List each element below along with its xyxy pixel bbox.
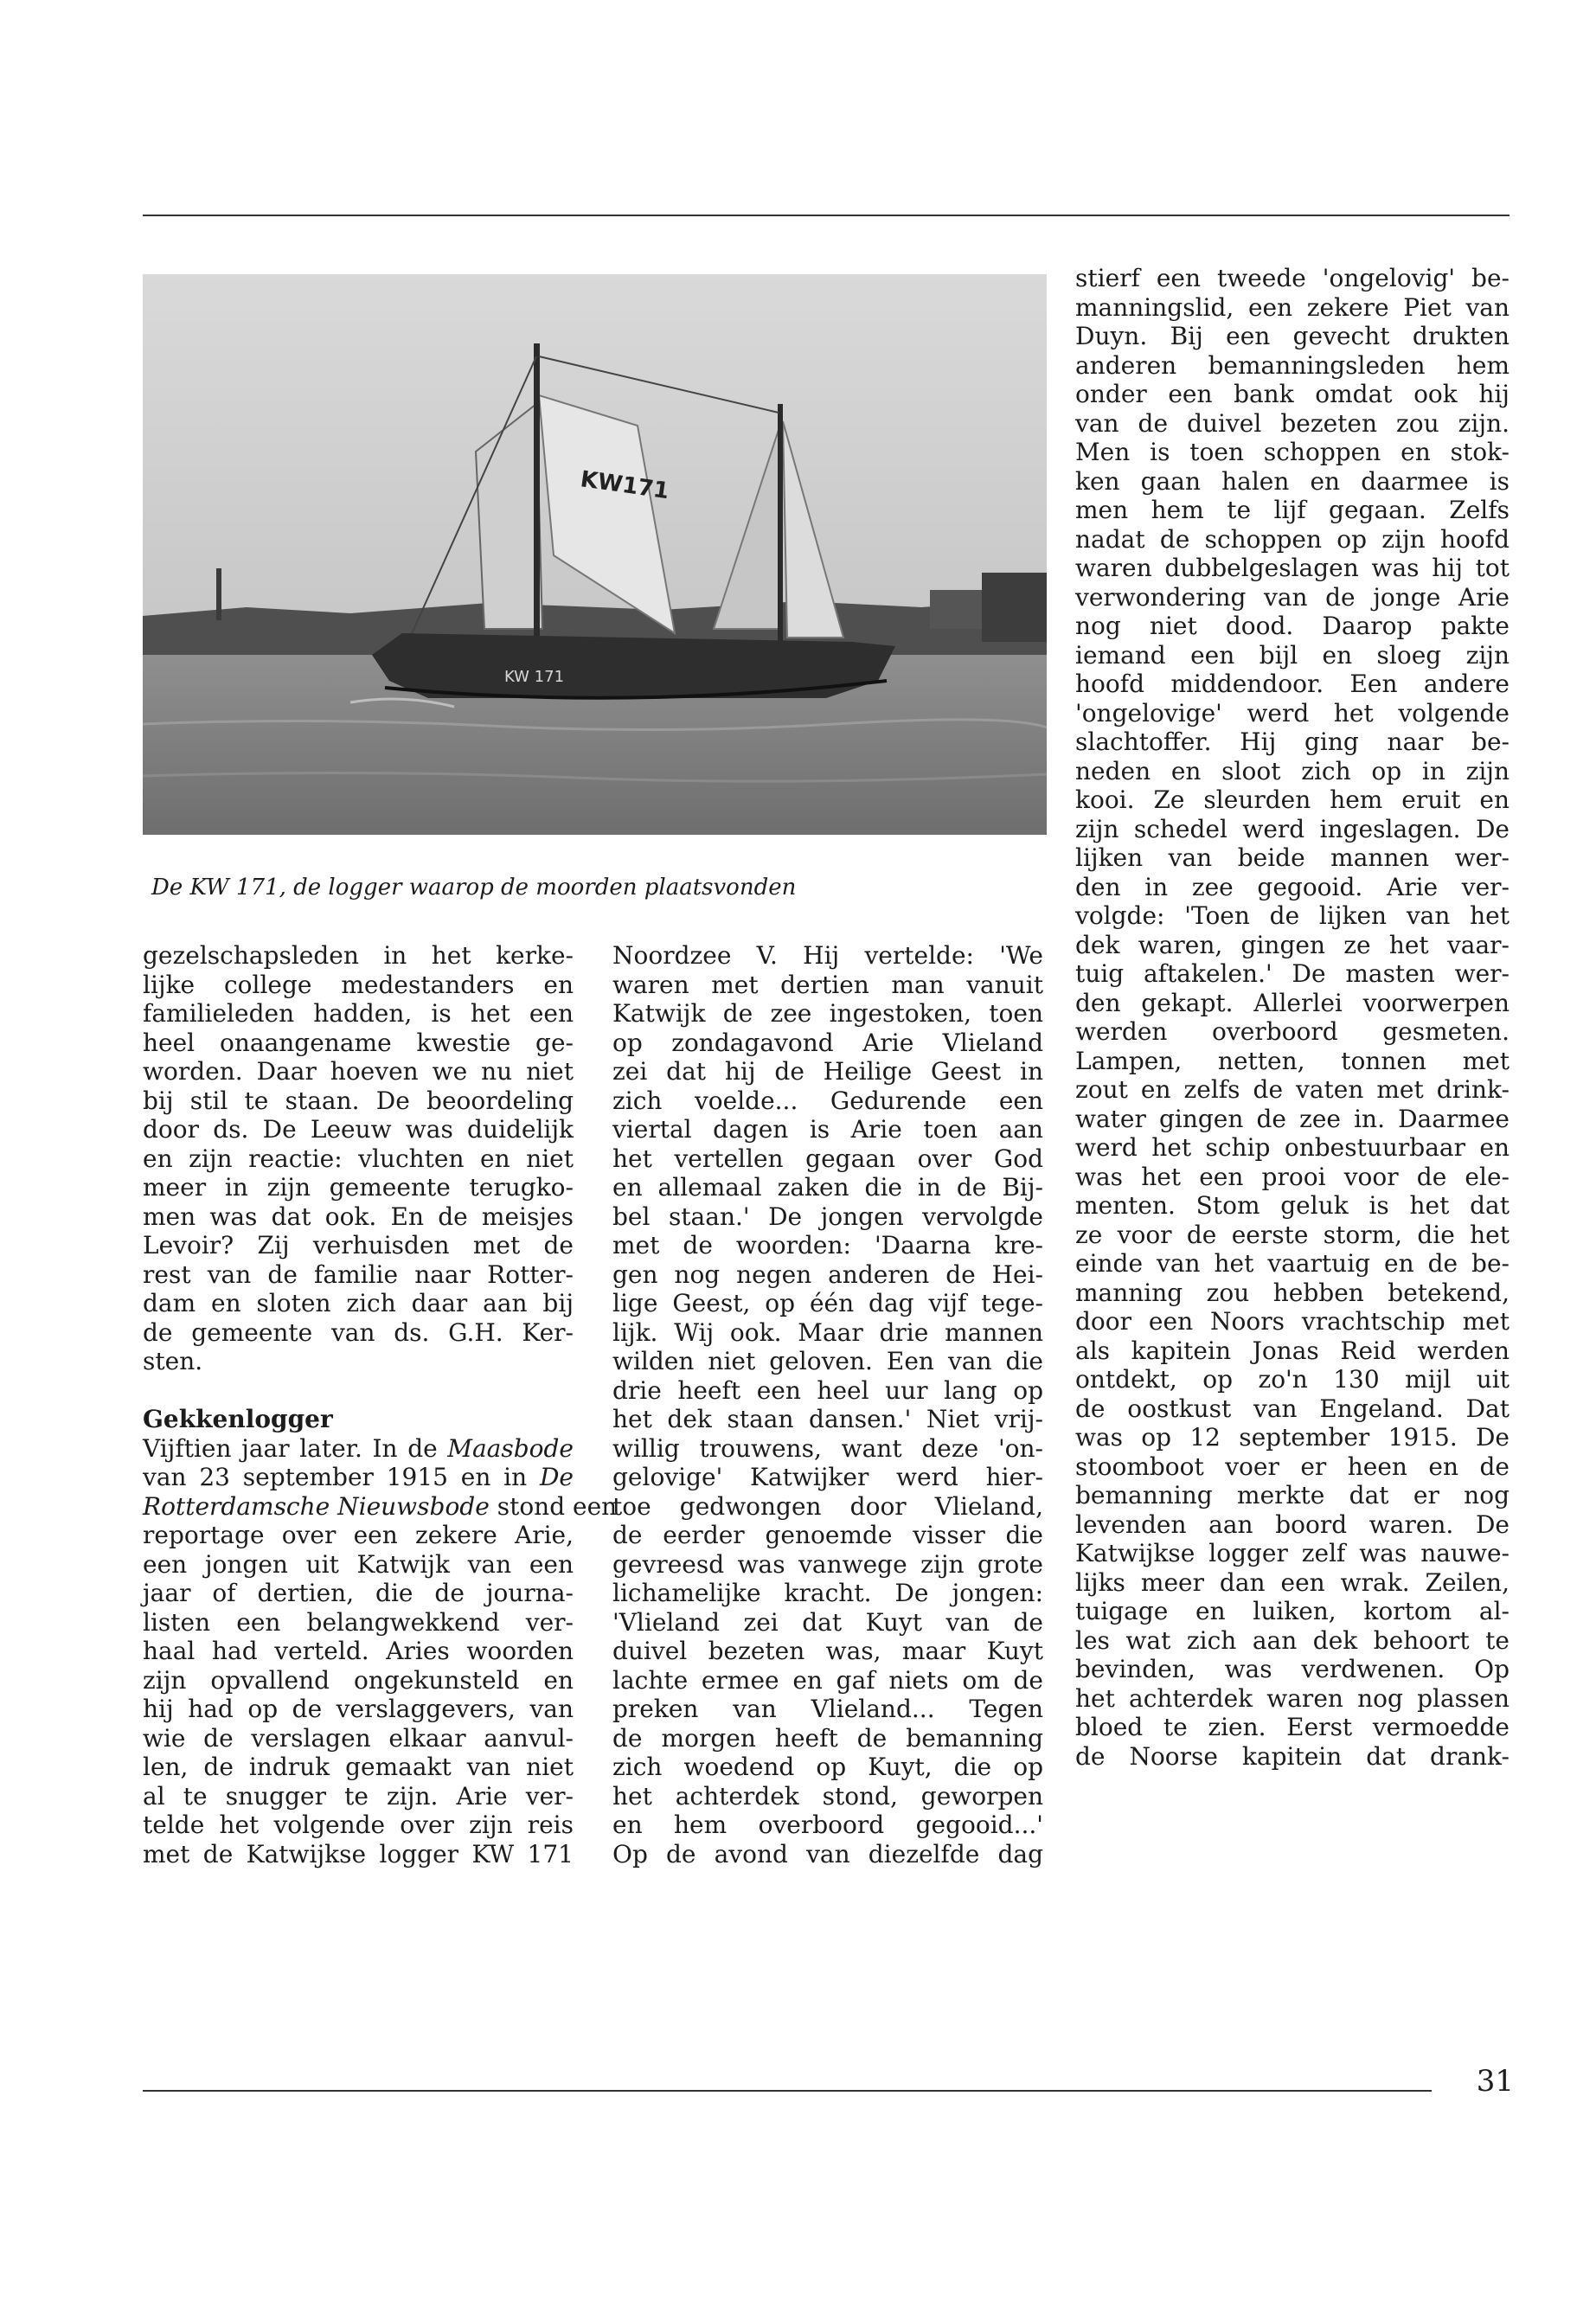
text-line: zei dat hij de Heilige Geest in (612, 1057, 1043, 1086)
text-line: lijke college medestanders en (143, 970, 574, 999)
text-line: heel onaangename kwestie ge- (143, 1028, 574, 1057)
text-line: stierf een tweede 'ongelovig' be- (1075, 264, 1509, 292)
text-line: men was dat ook. En de meisjes (143, 1202, 574, 1231)
text-line: ontdekt, op zo'n 130 mijl uit (1075, 1365, 1509, 1394)
text-line: den gekapt. Allerlei voorwerpen (1075, 988, 1509, 1017)
text-line: gevreesd was vanwege zijn grote (612, 1549, 1043, 1579)
text-line: nog niet dood. Daarop pakte (1075, 612, 1509, 640)
text-line: op zondagavond Arie Vlieland (612, 1028, 1043, 1057)
text-line: de oostkust van Engeland. Dat (1075, 1394, 1509, 1423)
hull-marking: KW171 (579, 466, 671, 505)
text-line: bloed te zien. Eerst vermoedde (1075, 1713, 1509, 1741)
text-line: de eerder genoemde visser die (612, 1521, 1043, 1549)
text-line: lichamelijke kracht. De jongen: (612, 1579, 1043, 1607)
text-line: viertal dagen is Arie toen aan (612, 1115, 1043, 1144)
text-line: hoofd middendoor. Een andere (1075, 670, 1509, 698)
text-line: bevinden, was verdwenen. Op (1075, 1655, 1509, 1683)
text-line: Duyn. Bij een gevecht drukten (1075, 322, 1509, 350)
text-line: haal had verteld. Aries woorden (143, 1637, 574, 1665)
text-line: wie de verslagen elkaar aanvul- (143, 1723, 574, 1753)
text-line: familieleden hadden, is het een (143, 999, 574, 1028)
text-line: van 23 september 1915 en in De (143, 1463, 574, 1491)
text-line: worden. Daar hoeven we nu niet (143, 1057, 574, 1086)
text-line: Lampen, netten, tonnen met (1075, 1046, 1509, 1075)
text-line: Levoir? Zij verhuisden met de (143, 1231, 574, 1259)
text-line: Noordzee V. Hij vertelde: 'We (612, 941, 1043, 970)
text-line: levenden aan boord waren. De (1075, 1509, 1509, 1539)
text-line: hij had op de verslaggevers, van (143, 1695, 574, 1723)
text-line: en zijn reactie: vluchten en niet (143, 1144, 574, 1173)
text-line: zijn opvallend ongekunsteld en (143, 1665, 574, 1695)
text-line: bel staan.' De jongen vervolgde (612, 1202, 1043, 1231)
text-line: nadat de schoppen op zijn hoofd (1075, 524, 1509, 554)
text-line: waren dubbelgeslagen was hij tot (1075, 554, 1509, 582)
column-3 (1075, 264, 1509, 1771)
text-line: kooi. Ze sleurden hem eruit en (1075, 785, 1509, 814)
text-line: met de woorden: 'Daarna kre- (612, 1231, 1043, 1259)
ship-photo (143, 274, 1047, 835)
col1b-paragraph (143, 1433, 618, 1869)
text-line: menten. Stom geluk is het dat (1075, 1191, 1509, 1220)
text-line: anderen bemanningsleden hem (1075, 350, 1509, 380)
text-line: ken gaan halen en daarmee is (1075, 466, 1509, 496)
text-line: rest van de familie naar Rotter- (143, 1259, 574, 1289)
text-line: als kapitein Jonas Reid werden (1075, 1336, 1509, 1365)
text-line: Op de avond van diezelfde dag (612, 1839, 1043, 1868)
text-line: ze voor de eerste storm, die het (1075, 1220, 1509, 1249)
footer-rule (143, 2090, 1432, 2092)
text-line: het vertellen gegaan over God (612, 1144, 1043, 1173)
text-line: Katwijk de zee ingestoken, toen (612, 999, 1043, 1028)
text-line: willig trouwens, want deze 'on- (612, 1433, 1043, 1463)
text-line: slachtoffer. Hij ging naar be- (1075, 727, 1509, 756)
text-line: dam en sloten zich daar aan bij (143, 1289, 574, 1317)
text-line: zout en zelfs de vaten met drink- (1075, 1075, 1509, 1104)
text-line: tuig aftakelen.' De masten wer- (1075, 959, 1509, 988)
text-line: bemanning merkte dat er nog (1075, 1481, 1509, 1509)
text-line: Vijftien jaar later. In de Maasbode (143, 1433, 574, 1463)
text-line: stoomboot voer er heen en de (1075, 1452, 1509, 1481)
text-line: tuigage en luiken, kortom al- (1075, 1597, 1509, 1625)
column-1 (143, 941, 618, 1868)
col3-paragraph (1075, 264, 1509, 1771)
text-line: het achterdek stond, geworpen (612, 1781, 1043, 1811)
text-line: met de Katwijkse logger KW 171 (143, 1839, 574, 1868)
text-line: zich voelde... Gedurende een (612, 1086, 1043, 1115)
text-line: Katwijkse logger zelf was nauwe- (1075, 1539, 1509, 1567)
text-line: jaar of dertien, die de journa- (143, 1579, 574, 1607)
text-line: preken van Vlieland... Tegen (612, 1695, 1043, 1723)
text-line: lijk. Wij ook. Maar drie mannen (612, 1317, 1043, 1347)
text-line: gelovige' Katwijker werd hier- (612, 1463, 1043, 1491)
text-line: gen nog negen anderen de Hei- (612, 1259, 1043, 1289)
text-line: men hem te lijf gegaan. Zelfs (1075, 496, 1509, 524)
text-line: toe gedwongen door Vlieland, (612, 1491, 1043, 1521)
text-line: en allemaal zaken die in de Bij- (612, 1173, 1043, 1202)
text-line: was op 12 september 1915. De (1075, 1423, 1509, 1452)
text-line: drie heeft een heel uur lang op (612, 1375, 1043, 1405)
text-line: manningslid, een zekere Piet van (1075, 292, 1509, 322)
text-line: het dek staan dansen.' Niet vrij- (612, 1405, 1043, 1433)
text-line: zich woedend op Kuyt, die op (612, 1753, 1043, 1781)
text-line: zijn schedel werd ingeslagen. De (1075, 814, 1509, 843)
text-line: de gemeente van ds. G.H. Ker- (143, 1317, 574, 1347)
text-line: lachte ermee en gaf niets om de (612, 1665, 1043, 1695)
text-line: telde het volgende over zijn reis (143, 1811, 574, 1839)
text-line: een jongen uit Katwijk van een (143, 1549, 574, 1579)
text-line: door ds. De Leeuw was duidelijk (143, 1115, 574, 1144)
text-line: lijken van beide mannen wer- (1075, 843, 1509, 872)
text-line: dek waren, gingen ze het vaar- (1075, 930, 1509, 959)
col2-paragraph (612, 941, 1043, 1868)
text-line: meer in zijn gemeente terugko- (143, 1173, 574, 1202)
text-line: les wat zich aan dek behoort te (1075, 1625, 1509, 1655)
text-line: van de duivel bezeten zou zijn. (1075, 408, 1509, 438)
text-line: 'Vlieland zei dat Kuyt van de (612, 1607, 1043, 1637)
text-line: waren met dertien man vanuit (612, 970, 1043, 999)
page-number: 31 (1476, 2064, 1514, 2099)
text-line: onder een bank omdat ook hij (1075, 380, 1509, 408)
col1-paragraph (143, 941, 574, 1376)
text-line: volgde: 'Toen de lijken van het (1075, 901, 1509, 930)
text-line: de morgen heeft de bemanning (612, 1723, 1043, 1753)
text-line: werden overboord gesmeten. (1075, 1017, 1509, 1046)
text-line: Rotterdamsche Nieuwsbode stond een (143, 1491, 618, 1521)
header-rule (143, 215, 1509, 216)
text-line: lijks meer dan een wrak. Zeilen, (1075, 1567, 1509, 1597)
section-heading: Gekkenlogger (143, 1405, 333, 1433)
text-line: al te snugger te zijn. Arie ver- (143, 1781, 574, 1811)
text-line: manning zou hebben betekend, (1075, 1278, 1509, 1307)
text-line: duivel bezeten was, maar Kuyt (612, 1637, 1043, 1665)
text-line: de Noorse kapitein dat drank- (1075, 1741, 1509, 1771)
text-line: water gingen de zee in. Daarmee (1075, 1104, 1509, 1133)
text-line: den in zee gegooid. Arie ver- (1075, 872, 1509, 901)
text-line: wilden niet geloven. Een van die (612, 1347, 1043, 1375)
column-2 (612, 941, 1043, 1868)
text-line: lige Geest, op één dag vijf tege- (612, 1289, 1043, 1317)
text-line: einde van het vaartuig en de be- (1075, 1249, 1509, 1278)
text-line: verwondering van de jonge Arie (1075, 582, 1509, 612)
text-line: door een Noors vrachtschip met (1075, 1307, 1509, 1336)
text-line: was het een prooi voor de ele- (1075, 1162, 1509, 1191)
text-line: werd het schip onbestuurbaar en (1075, 1133, 1509, 1162)
text-line: bij stil te staan. De beoordeling (143, 1086, 574, 1115)
text-line: len, de indruk gemaakt van niet (143, 1753, 574, 1781)
text-line: listen een belangwekkend ver- (143, 1607, 574, 1637)
text-line: reportage over een zekere Arie, (143, 1521, 574, 1549)
text-line: het achterdek waren nog plassen (1075, 1683, 1509, 1713)
text-line: iemand een bijl en sloeg zijn (1075, 640, 1509, 670)
text-line: Men is toen schoppen en stok- (1075, 438, 1509, 466)
text-line: gezelschapsleden in het kerke- (143, 941, 574, 970)
hull-marking-small: KW 171 (504, 668, 565, 686)
photo-caption: De KW 171, de logger waarop de moorden plaatsvonden (151, 875, 797, 901)
text-line: neden en sloot zich op in zijn (1075, 756, 1509, 785)
text-line: en hem overboord gegooid...' (612, 1811, 1043, 1839)
text-line: sten. (143, 1347, 203, 1375)
text-line: 'ongelovige' werd het volgende (1075, 698, 1509, 727)
